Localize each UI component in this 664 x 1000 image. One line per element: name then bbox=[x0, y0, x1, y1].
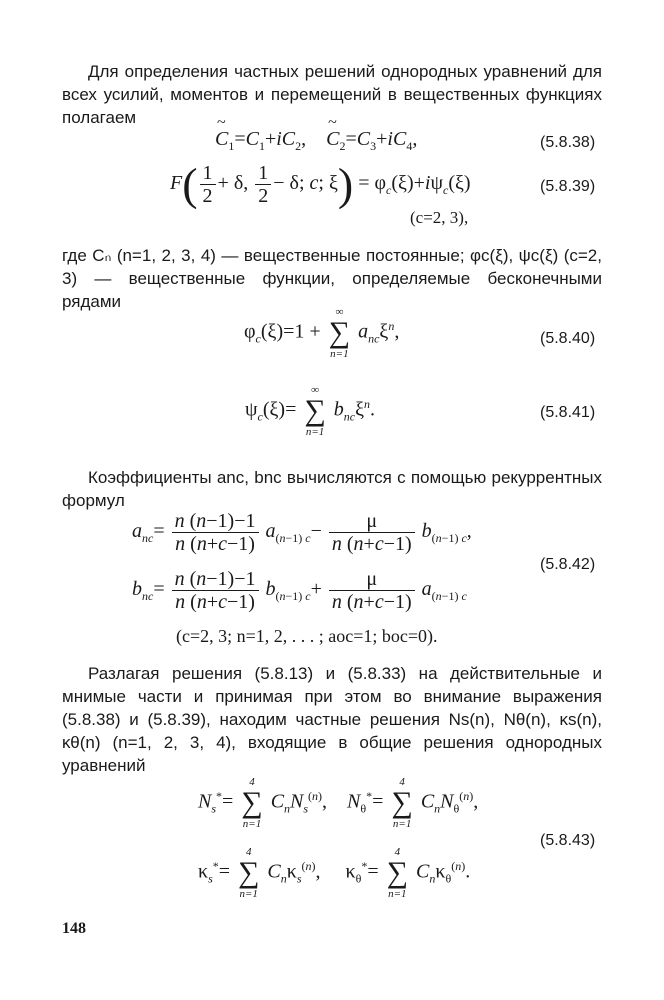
equation-5-8-43-a: $N_s^*=$ 4 ∑ n=1 $C_nN_s^{(n)}$, $N_\theta^*=$ 4 ∑ n=1 $C_nN_\theta^{(n)}$, bbox=[198, 776, 479, 830]
page-number: 148 bbox=[62, 920, 86, 937]
equation-5-8-40: $\varphi_c(\xi)=1$ + ∞ ∑ n=1 $a_{nc}\xi^n$, bbox=[244, 306, 400, 360]
paragraph-coefficients: Коэффициенты anc, bnc вычисляются с помощью рекуррентных формул bbox=[62, 468, 602, 510]
equation-number: (5.8.41) bbox=[540, 404, 596, 421]
paragraph-constants: где Cₙ (n=1, 2, 3, 4) — вещественные постоянные; φc(ξ), ψc(ξ) (c=2, 3) — вещественные функции, определяемые бесконечными рядами bbox=[62, 246, 602, 311]
paragraph-intro: Для определения частных решений однородных уравнений для всех усилий, моментов и перемещений в вещественных функциях полагаем bbox=[62, 62, 602, 127]
equation-5-8-42-a: $a_{nc}=$ $\frac{n (n-1)-1}{n (n+c-1)}$ $a_{(n-1) c}-$ $\frac{\mu}{n (n+c-1)}$ $b_{(n-1) c}$, bbox=[132, 510, 472, 555]
equation-number: (5.8.39) bbox=[540, 178, 596, 195]
equation-number: (5.8.43) bbox=[540, 832, 596, 849]
equation-number: (5.8.42) bbox=[540, 556, 596, 573]
paragraph-decomposition: Разлагая решения (5.8.13) и (5.8.33) на действительные и мнимые части и принимая при этом во внимание выражения (5.8.38) и (5.8.39), находим частные решения Ns(n), Nθ(n), κs(n), κθ(n) (n=1, 2, 3, 4), входящие в общие решения однородных уравнений bbox=[62, 664, 602, 775]
equation-condition: (c=2, 3), bbox=[410, 208, 469, 227]
equation-5-8-38: ~ $C_1=C_1+iC_2$, ~ $C_2=C_3+iC_4$, bbox=[215, 128, 417, 154]
equation-5-8-43-b: $\kappa_s^*=$ 4 ∑ n=1 $C_n\kappa_s^{(n)}$, $\kappa_\theta^*=$ 4 ∑ n=1 $C_n\kappa_\theta^{(n)}$. bbox=[198, 846, 471, 900]
equation-number: (5.8.38) bbox=[540, 134, 596, 151]
equation-5-8-39: F( $\frac{1}{2}$ + δ, $\frac{1}{2}$ − δ; c; $\xi) = \varphi_c(\xi)+i\psi_c(\xi)$ bbox=[170, 158, 471, 210]
equation-5-8-42-b: $b_{nc}=$ $\frac{n (n-1)-1}{n (n+c-1)}$ $b_{(n-1) c}+$ $\frac{\mu}{n (n+c-1)}$ $a_{(n-1) c}$ bbox=[132, 568, 467, 613]
equation-5-8-41: $\psi_c(\xi)=$ ∞ ∑ n=1 $b_{nc}\xi^n$. bbox=[245, 384, 376, 438]
equation-condition: (c=2, 3; n=1, 2, . . . ; aoc=1; boc=0). bbox=[176, 626, 438, 646]
equation-number: (5.8.40) bbox=[540, 330, 596, 347]
